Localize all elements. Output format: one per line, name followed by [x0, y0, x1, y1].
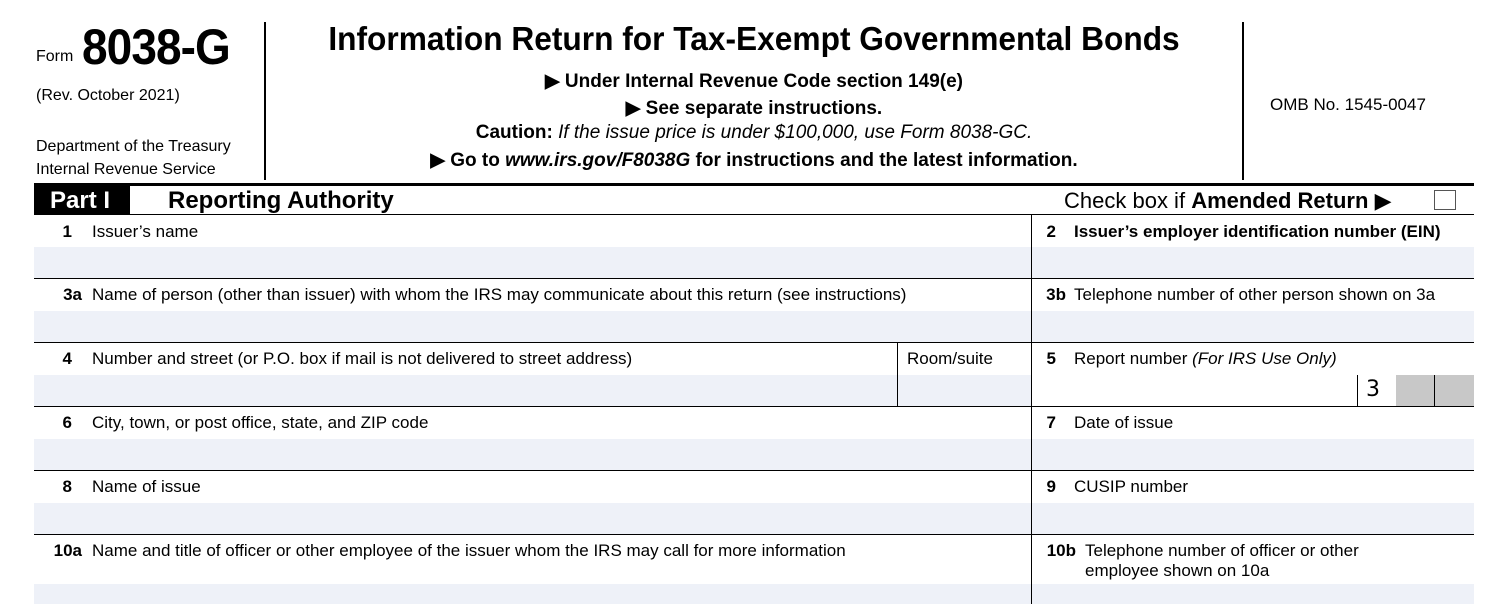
line-number: 4	[62, 349, 72, 368]
amended-return-label: Check box if Amended Return ▶	[1064, 188, 1392, 213]
caution-label: Caution:	[475, 122, 553, 143]
line-number: 2	[1046, 222, 1056, 241]
arrow-icon: ▶	[430, 150, 445, 171]
contact-person-input[interactable]	[34, 311, 1031, 342]
contact-phone-input[interactable]	[1032, 311, 1474, 342]
form-number: 8038-G	[82, 19, 230, 75]
line-number: 8	[62, 477, 72, 496]
issue-name-input[interactable]	[34, 503, 1031, 534]
line-number: 9	[1046, 477, 1056, 496]
goto-line: ▶ Go to www.irs.gov/F8038G for instructions and the latest information.	[430, 150, 1078, 171]
instructions-line: ▶ See separate instructions.	[625, 98, 883, 119]
row-rule	[34, 406, 1474, 407]
line-number: 10b	[1046, 541, 1076, 560]
report-box-divider	[1357, 375, 1358, 406]
report-number-label: Report number (For IRS Use Only)	[1074, 349, 1337, 368]
irs-link[interactable]: www.irs.gov/F8038G	[505, 150, 691, 171]
part-label: Part I	[34, 186, 130, 215]
ein-input[interactable]	[1032, 247, 1474, 278]
line-number: 5	[1046, 349, 1056, 368]
officer-name-input[interactable]	[34, 584, 1031, 604]
row-rule	[34, 534, 1474, 535]
header-divider-right	[1242, 22, 1244, 180]
code-line: ▶ Under Internal Revenue Code section 149(e)	[545, 71, 963, 92]
officer-phone-input[interactable]	[1032, 584, 1474, 604]
street-label: Number and street (or P.O. box if mail is not delivered to street address)	[92, 349, 633, 368]
room-suite-input[interactable]	[898, 375, 1031, 406]
officer-phone-label: Telephone number of officer or other employee shown on 10a	[1085, 541, 1359, 580]
line-number: 7	[1046, 413, 1056, 432]
row-rule	[34, 342, 1474, 343]
report-shaded-box	[1435, 375, 1474, 406]
arrow-icon: ▶	[545, 71, 560, 92]
caution-text: If the issue price is under $100,000, use Form 8038-GC.	[558, 122, 1033, 143]
room-suite-label: Room/suite	[907, 349, 993, 368]
cusip-input[interactable]	[1032, 503, 1474, 534]
date-of-issue-label: Date of issue	[1074, 413, 1174, 432]
contact-phone-label: Telephone number of other person shown on 3a	[1074, 285, 1436, 304]
issuer-name-label: Issuer’s name	[92, 222, 199, 241]
cusip-label: CUSIP number	[1074, 477, 1189, 496]
arrow-icon: ▶	[625, 98, 641, 119]
part-title: Reporting Authority	[168, 187, 394, 214]
form-word: Form	[36, 48, 74, 65]
report-shaded-box	[1396, 375, 1434, 406]
line-number: 3b	[1046, 285, 1066, 304]
date-of-issue-input[interactable]	[1032, 439, 1474, 470]
form-title: Information Return for Tax-Exempt Governmental Bonds	[328, 20, 1180, 57]
city-label: City, town, or post office, state, and ZIP code	[92, 413, 429, 432]
contact-person-label: Name of person (other than issuer) with whom the IRS may communicate about this return (see instructions)	[92, 285, 907, 304]
issuer-name-input[interactable]	[34, 247, 1031, 278]
department-line2: Internal Revenue Service	[36, 161, 216, 178]
line-number: 1	[62, 222, 72, 241]
officer-name-label: Name and title of officer or other employee of the issuer whom the IRS may call for more information	[92, 541, 846, 560]
line-number: 6	[62, 413, 72, 432]
arrow-icon: ▶	[1374, 188, 1392, 213]
revision-date: (Rev. October 2021)	[36, 87, 180, 104]
issue-name-label: Name of issue	[92, 477, 201, 496]
street-input[interactable]	[34, 375, 897, 406]
department	[36, 135, 231, 181]
line-number: 10a	[53, 541, 82, 560]
department-line1: Department of the Treasury	[36, 138, 231, 155]
row-rule	[34, 470, 1474, 471]
row-rule	[34, 278, 1474, 279]
caution-line	[266, 122, 1242, 144]
city-input[interactable]	[34, 439, 1031, 470]
part-rule	[34, 214, 1474, 215]
ein-label: Issuer’s employer identification number (EIN)	[1074, 222, 1441, 241]
amended-return-checkbox[interactable]	[1434, 190, 1456, 210]
report-prefix-digit: 3	[1366, 377, 1380, 402]
line-number: 3a	[63, 285, 82, 304]
omb-number: OMB No. 1545-0047	[1270, 95, 1426, 114]
